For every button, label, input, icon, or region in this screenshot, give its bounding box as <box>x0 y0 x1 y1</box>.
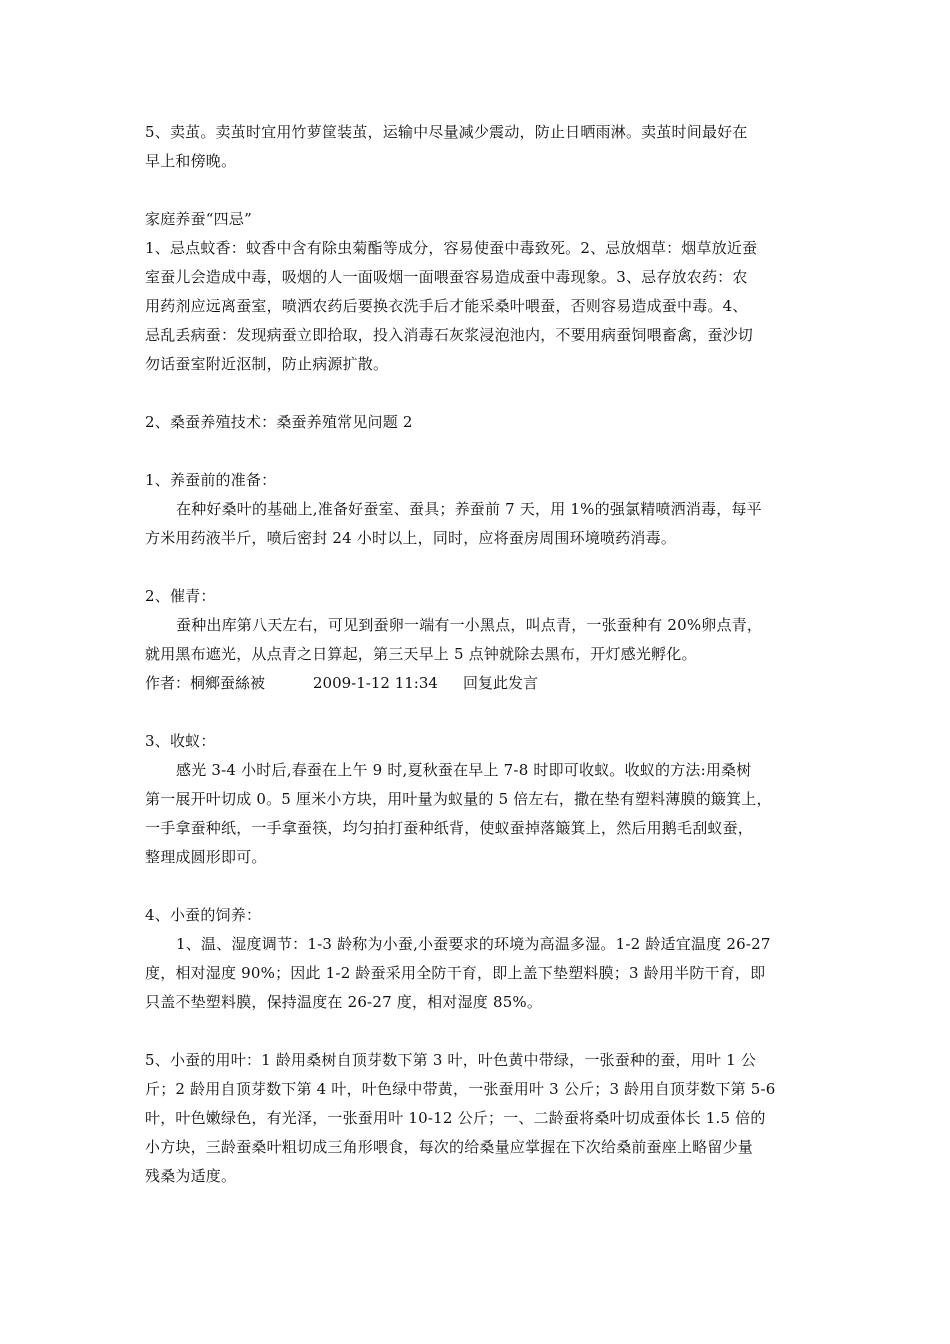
document-page <box>145 118 815 1191</box>
post-meta <box>145 669 815 698</box>
paragraph-gap <box>145 379 815 408</box>
paragraph-line: 整理成圆形即可。 <box>145 848 267 866</box>
post-author: 作者：桐鄉蚕絲被 <box>145 674 266 692</box>
paragraph-line: 第一展开叶切成 0。5 厘米小方块，用叶量为蚁量的 5 倍左右，撒在垫有塑料薄膜的簸箕上， <box>145 790 772 808</box>
paragraph-gap <box>145 553 815 582</box>
paragraph-gap <box>145 1017 815 1046</box>
paragraph-line: 叶，叶色嫩绿色，有光泽，一张蚕用叶 10-12 公斤；一、二龄蚕将桑叶切成蚕体长 1.5 倍的 <box>145 1109 766 1127</box>
paragraph-line: 忌乱丢病蚕：发现病蚕立即拾取，投入消毒石灰浆浸泡池内，不要用病蚕饲喂畜禽，蚕沙切 <box>145 326 754 344</box>
section-heading: 3、收蚁： <box>145 732 216 750</box>
paragraph-line: 方米用药液半斤，喷后密封 24 小时以上，同时，应将蚕房周围环境喷药消毒。 <box>145 529 677 547</box>
paragraph-line: 度，相对湿度 90%；因此 1-2 龄蚕采用全防干育，即上盖下垫塑料膜；3 龄用半防干育，即 <box>145 964 766 982</box>
paragraph-gap <box>145 872 815 901</box>
paragraph-line: 就用黑布遮光，从点青之日算起，第三天早上 5 点钟就除去黑布，开灯感光孵化。 <box>145 645 697 663</box>
paragraph-line: 斤；2 龄用自顶芽数下第 4 叶，叶色绿中带黄，一张蚕用叶 3 公斤；3 龄用自顶芽数下第 5-6 <box>145 1080 776 1098</box>
section-sell-cocoons <box>145 118 815 176</box>
section-common-problems <box>145 408 815 437</box>
section-heading: 2、催青： <box>145 587 216 605</box>
section-preparation <box>145 466 815 553</box>
section-heading: 4、小蚕的饲养： <box>145 906 262 924</box>
paragraph-line: 室蚕儿会造成中毒，吸烟的人一面吸烟一面喂蚕容易造成蚕中毒现象。3、忌存放农药：农 <box>145 268 748 286</box>
paragraph-line: 勿话蚕室附近沤制，防止病源扩散。 <box>145 355 389 373</box>
section-young-silkworm-leaves <box>145 1046 815 1191</box>
paragraph-line: 小方块，三龄蚕桑叶粗切成三角形喂食，每次的给桑量应掌握在下次给桑前蚕座上略留少量 <box>145 1138 754 1156</box>
paragraph-line: 感光 3-4 小时后,春蚕在上午 9 时,夏秋蚕在早上 7-8 时即可收蚁。收蚁的方法:用桑树 <box>176 761 752 779</box>
section-four-taboos <box>145 205 815 379</box>
section-collect-ants <box>145 727 815 872</box>
paragraph-gap <box>145 176 815 205</box>
paragraph-line: 早上和傍晚。 <box>145 152 237 170</box>
paragraph-line: 5、卖茧。卖茧时宜用竹萝筐装茧，运输中尽量减少震动，防止日晒雨淋。卖茧时间最好在 <box>145 123 748 141</box>
section-title: 家庭养蚕“四忌” <box>145 210 252 228</box>
paragraph-line: 只盖不垫塑料膜，保持温度在 26-27 度，相对湿度 85%。 <box>145 993 543 1011</box>
paragraph-line: 5、小蚕的用叶：1 龄用桑树自顶芽数下第 3 叶，叶色黄中带绿，一张蚕种的蚕，用叶 1 公 <box>145 1051 757 1069</box>
paragraph-gap <box>145 698 815 727</box>
section-title: 2、桑蚕养殖技术：桑蚕养殖常见问题 2 <box>145 413 413 431</box>
paragraph-line: 1、忌点蚊香：蚊香中含有除虫菊酯等成分，容易使蚕中毒致死。2、忌放烟草：烟草放近蚕 <box>145 239 758 257</box>
paragraph-line: 残桑为适度。 <box>145 1167 237 1185</box>
paragraph-line: 用药剂应远离蚕室，喷洒农药后要换衣洗手后才能采桑叶喂蚕，否则容易造成蚕中毒。4、 <box>145 297 748 315</box>
paragraph-gap <box>145 437 815 466</box>
paragraph-line: 一手拿蚕种纸，一手拿蚕筷，均匀拍打蚕种纸背，使蚁蚕掉落簸箕上，然后用鹅毛刮蚁蚕， <box>145 819 754 837</box>
section-young-silkworm-rearing <box>145 901 815 1017</box>
paragraph-line: 1、温、湿度调节：1-3 龄称为小蚕,小蚕要求的环境为高温多湿。1-2 龄适宜温度 26-27 <box>176 935 771 953</box>
paragraph-line: 蚕种出库第八天左右，可见到蚕卵一端有一小黑点，叫点青，一张蚕种有 20%卵点青， <box>176 616 763 634</box>
reply-link[interactable]: 回复此发言 <box>463 674 539 692</box>
post-date: 2009-1-12 11:34 <box>313 674 438 692</box>
section-incubation <box>145 582 815 698</box>
section-heading: 1、养蚕前的准备： <box>145 471 277 489</box>
paragraph-line: 在种好桑叶的基础上,准备好蚕室、蚕具；养蚕前 7 天，用 1%的强氯精喷洒消毒，每平 <box>176 500 762 518</box>
